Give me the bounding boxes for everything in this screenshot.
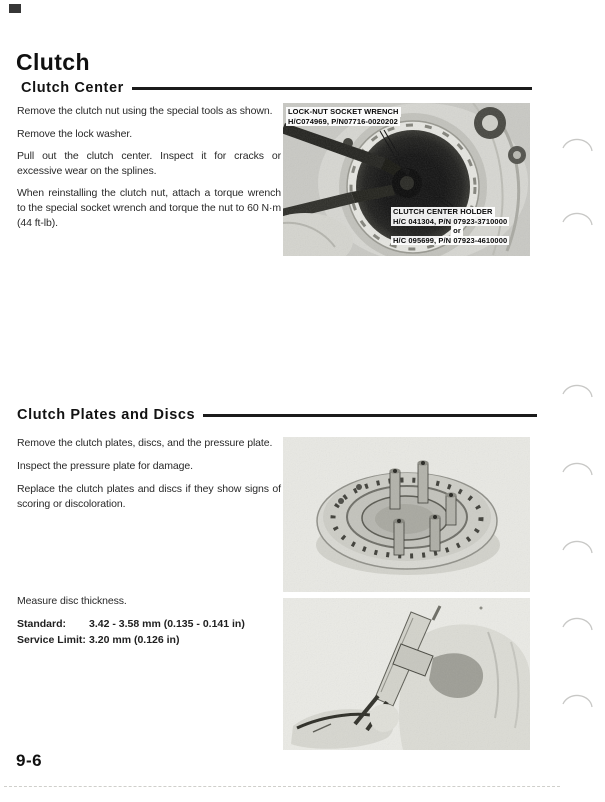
tool-part-number: H/C 095699, P/N 07923-4610000 bbox=[393, 235, 508, 245]
photo-disc-thickness-measurement bbox=[283, 598, 530, 750]
callout-clutch-center-holder bbox=[391, 207, 523, 245]
binding-ring-mark bbox=[560, 456, 596, 480]
paragraph: Remove the clutch plates, discs, and the pressure plate. bbox=[17, 437, 273, 449]
paragraph: Pull out the clutch center. Inspect it for cracks or excessive wear on the splines. bbox=[17, 150, 281, 177]
spec-value: 3.42 - 3.58 mm (0.135 - 0.141 in) bbox=[89, 618, 245, 630]
paragraph: Measure disc thickness. bbox=[17, 595, 127, 607]
section-heading-clutch-center: Clutch Center bbox=[21, 80, 124, 96]
heading-rule bbox=[203, 414, 537, 417]
page-bottom-scan-edge bbox=[4, 786, 560, 787]
caliper-photo-illustration bbox=[283, 598, 530, 750]
page-title: Clutch bbox=[16, 49, 90, 75]
paragraph: Inspect the pressure plate for damage. bbox=[17, 460, 193, 472]
binding-ring-mark bbox=[560, 132, 596, 156]
scan-artifact-mark bbox=[9, 4, 21, 13]
tool-name: LOCK-NUT SOCKET WRENCH bbox=[288, 107, 399, 116]
spec-row-standard bbox=[17, 617, 285, 633]
tool-part-number: H/C074969, P/N07716-0020202 bbox=[288, 116, 398, 126]
tool-part-number: H/C 041304, P/N 07923-3710000 bbox=[393, 216, 508, 226]
photo-clutch-center-tools bbox=[283, 103, 530, 256]
tool-name: CLUTCH CENTER HOLDER bbox=[393, 207, 493, 216]
paragraph: Remove the clutch nut using the special tools as shown. bbox=[17, 105, 273, 117]
paragraph: Remove the lock washer. bbox=[17, 128, 133, 140]
binding-ring-mark bbox=[560, 611, 596, 635]
spec-label: Standard: bbox=[17, 618, 67, 630]
section-heading-clutch-plates-and-discs: Clutch Plates and Discs bbox=[17, 407, 196, 423]
photo-pressure-plate bbox=[283, 437, 530, 592]
binding-ring-mark bbox=[560, 378, 596, 402]
section-clutch-center-heading-row bbox=[21, 80, 532, 96]
paragraph: When reinstalling the clutch nut, attach a torque wrench to the special socket wrench and torque the nut to 60 N·m (44 ft-lb). bbox=[17, 187, 281, 229]
pressure-plate-photo-illustration bbox=[283, 437, 530, 592]
spec-value: 3.20 mm (0.126 in) bbox=[89, 633, 180, 646]
or-separator: or bbox=[453, 226, 461, 235]
disc-thickness-spec bbox=[17, 617, 285, 648]
binding-ring-mark bbox=[560, 688, 596, 712]
heading-rule bbox=[132, 87, 532, 90]
binding-ring-mark bbox=[560, 534, 596, 558]
section-clutch-plates-heading-row bbox=[17, 407, 537, 423]
spec-row-service-limit bbox=[17, 633, 285, 649]
paragraph: Replace the clutch plates and discs if they show signs of scoring or discoloration. bbox=[17, 483, 281, 510]
spec-label: Service Limit: bbox=[17, 633, 86, 646]
page-number: 9-6 bbox=[16, 751, 43, 770]
callout-lock-nut-socket-wrench bbox=[286, 107, 401, 126]
binding-ring-mark bbox=[560, 206, 596, 230]
